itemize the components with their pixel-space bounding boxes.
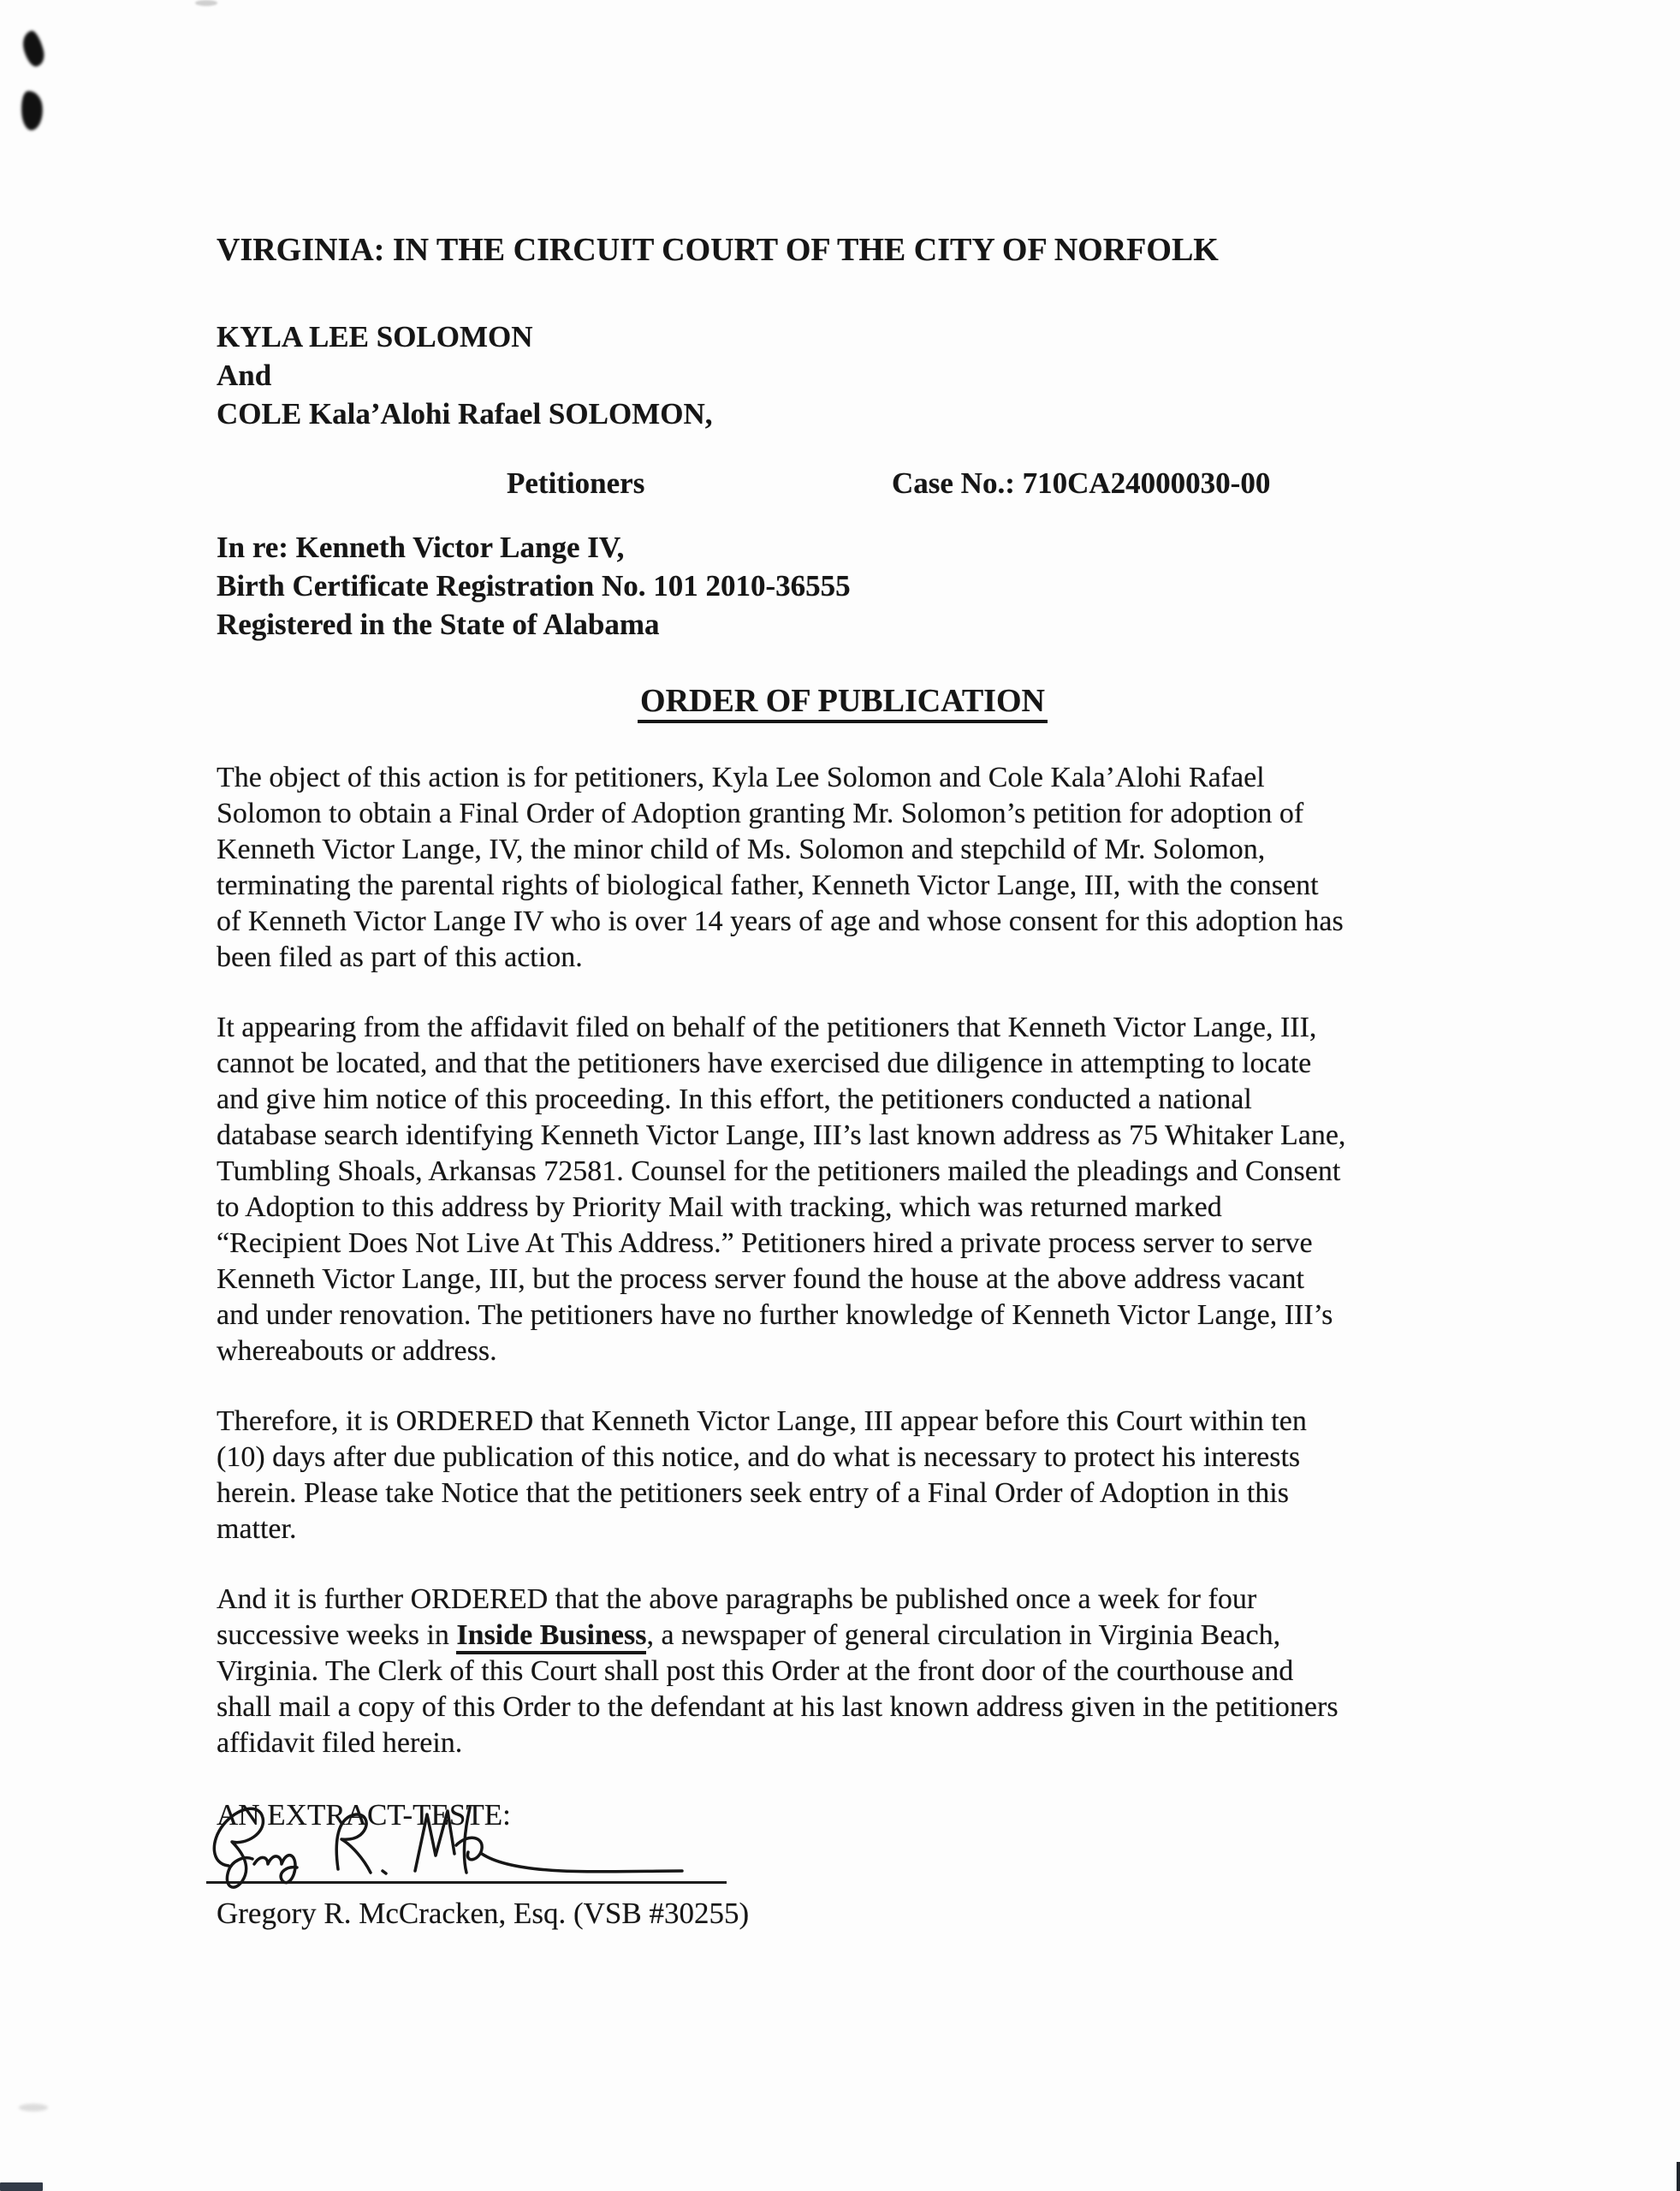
paragraph-ordered-appear xyxy=(217,1404,1469,1547)
handwritten-signature-icon xyxy=(203,1792,716,1895)
text-line: Solomon to obtain a Final Order of Adoption granting Mr. Solomon’s petition for adoption of xyxy=(217,798,1304,829)
text-line: affidavit filed herein. xyxy=(217,1727,463,1759)
document-content xyxy=(217,0,1469,1933)
text-line: Kenneth Victor Lange, IV, the minor child of Ms. Solomon and stepchild of Mr. Solomon, xyxy=(217,834,1266,865)
text-line: (10) days after due publication of this notice, and do what is necessary to protect his interests xyxy=(217,1441,1301,1473)
text-line: database search identifying Kenneth Victor Lange, III’s last known address as 75 Whitaker Lane, xyxy=(217,1119,1346,1151)
text-line: In re: Kenneth Victor Lange IV, xyxy=(217,531,625,564)
scan-mark-bottom-left xyxy=(0,2182,43,2191)
extract-teste-label: AN EXTRACT-TESTE: xyxy=(217,1798,511,1832)
text-line: And xyxy=(217,359,272,392)
court-header: VIRGINIA: IN THE CIRCUIT COURT OF THE CITY OF NORFOLK xyxy=(217,232,1219,268)
document-title: ORDER OF PUBLICATION xyxy=(638,683,1048,723)
text-line: Birth Certificate Registration No. 101 2010-36555 xyxy=(217,569,851,603)
text-line: been filed as part of this action. xyxy=(217,941,583,973)
petitioner-names-block xyxy=(217,318,1469,433)
text-line: KYLA LEE SOLOMON xyxy=(217,320,533,353)
petitioners-label: Petitioners xyxy=(507,466,645,500)
scan-speck-top xyxy=(195,0,217,6)
text-line: Therefore, it is ORDERED that Kenneth Victor Lange, III appear before this Court within ten xyxy=(217,1405,1307,1437)
text-line: Tumbling Shoals, Arkansas 72581. Counsel for the petitioners mailed the pleadings and Consent xyxy=(217,1155,1341,1187)
scan-speck-bottom-left xyxy=(19,2104,48,2111)
ink-smudge-top-left-1 xyxy=(20,29,47,68)
caption-role-row xyxy=(217,464,1469,502)
signer-name: Gregory R. McCracken, Esq. (VSB #30255) xyxy=(217,1897,750,1930)
text-line: It appearing from the affidavit filed on behalf of the petitioners that Kenneth Victor Lange, III, xyxy=(217,1012,1317,1043)
text-line xyxy=(217,1618,1469,1654)
text-line: whereabouts or address. xyxy=(217,1335,497,1367)
scan-mark-right-edge xyxy=(1677,2162,1680,2191)
signature-block xyxy=(206,1813,727,1884)
case-number: Case No.: 710CA24000030-00 xyxy=(892,466,1271,500)
text-line: Registered in the State of Alabama xyxy=(217,608,660,641)
text-line: And it is further ORDERED that the above paragraphs be published once a week for four xyxy=(217,1583,1257,1615)
text-line: and under renovation. The petitioners have no further knowledge of Kenneth Victor Lange, III’s xyxy=(217,1299,1333,1331)
paragraph-due-diligence xyxy=(217,1010,1469,1369)
text-line: herein. Please take Notice that the petitioners seek entry of a Final Order of Adoption in this xyxy=(217,1477,1289,1509)
text-line: cannot be located, and that the petitioners have exercised due diligence in attempting to locate xyxy=(217,1048,1312,1079)
text-line: terminating the parental rights of biological father, Kenneth Victor Lange, III, with the consent xyxy=(217,870,1319,901)
text-run: successive weeks in xyxy=(217,1619,457,1651)
paragraph-object-of-action xyxy=(217,760,1469,976)
text-line: of Kenneth Victor Lange IV who is over 14 years of age and whose consent for this adoption has xyxy=(217,905,1344,937)
text-line: matter. xyxy=(217,1513,297,1545)
in-re-block xyxy=(217,528,1469,644)
text-run: , a newspaper of general circulation in Virginia Beach, xyxy=(646,1619,1281,1651)
paragraph-publication-order xyxy=(217,1582,1469,1761)
text-line: Virginia. The Clerk of this Court shall post this Order at the front door of the courthouse and xyxy=(217,1655,1294,1687)
document-title-row xyxy=(217,683,1469,721)
text-line: shall mail a copy of this Order to the defendant at his last known address given in the petitioners xyxy=(217,1691,1339,1723)
text-line: to Adoption to this address by Priority Mail with tracking, which was returned marked xyxy=(217,1191,1222,1223)
text-line: The object of this action is for petitioners, Kyla Lee Solomon and Cole Kala’Alohi Rafael xyxy=(217,762,1265,793)
text-line: and give him notice of this proceeding. In this effort, the petitioners conducted a national xyxy=(217,1084,1252,1115)
text-line: COLE Kala’Alohi Rafael SOLOMON, xyxy=(217,397,713,430)
text-line: “Recipient Does Not Live At This Address.” Petitioners hired a private process server to serve xyxy=(217,1227,1313,1259)
text-line: Kenneth Victor Lange, III, but the process server found the house at the above address vacant xyxy=(217,1263,1304,1295)
ink-smudge-top-left-2 xyxy=(20,90,45,131)
newspaper-name-emphasis: Inside Business xyxy=(456,1619,646,1654)
paragraph-lines xyxy=(217,1654,1469,1761)
